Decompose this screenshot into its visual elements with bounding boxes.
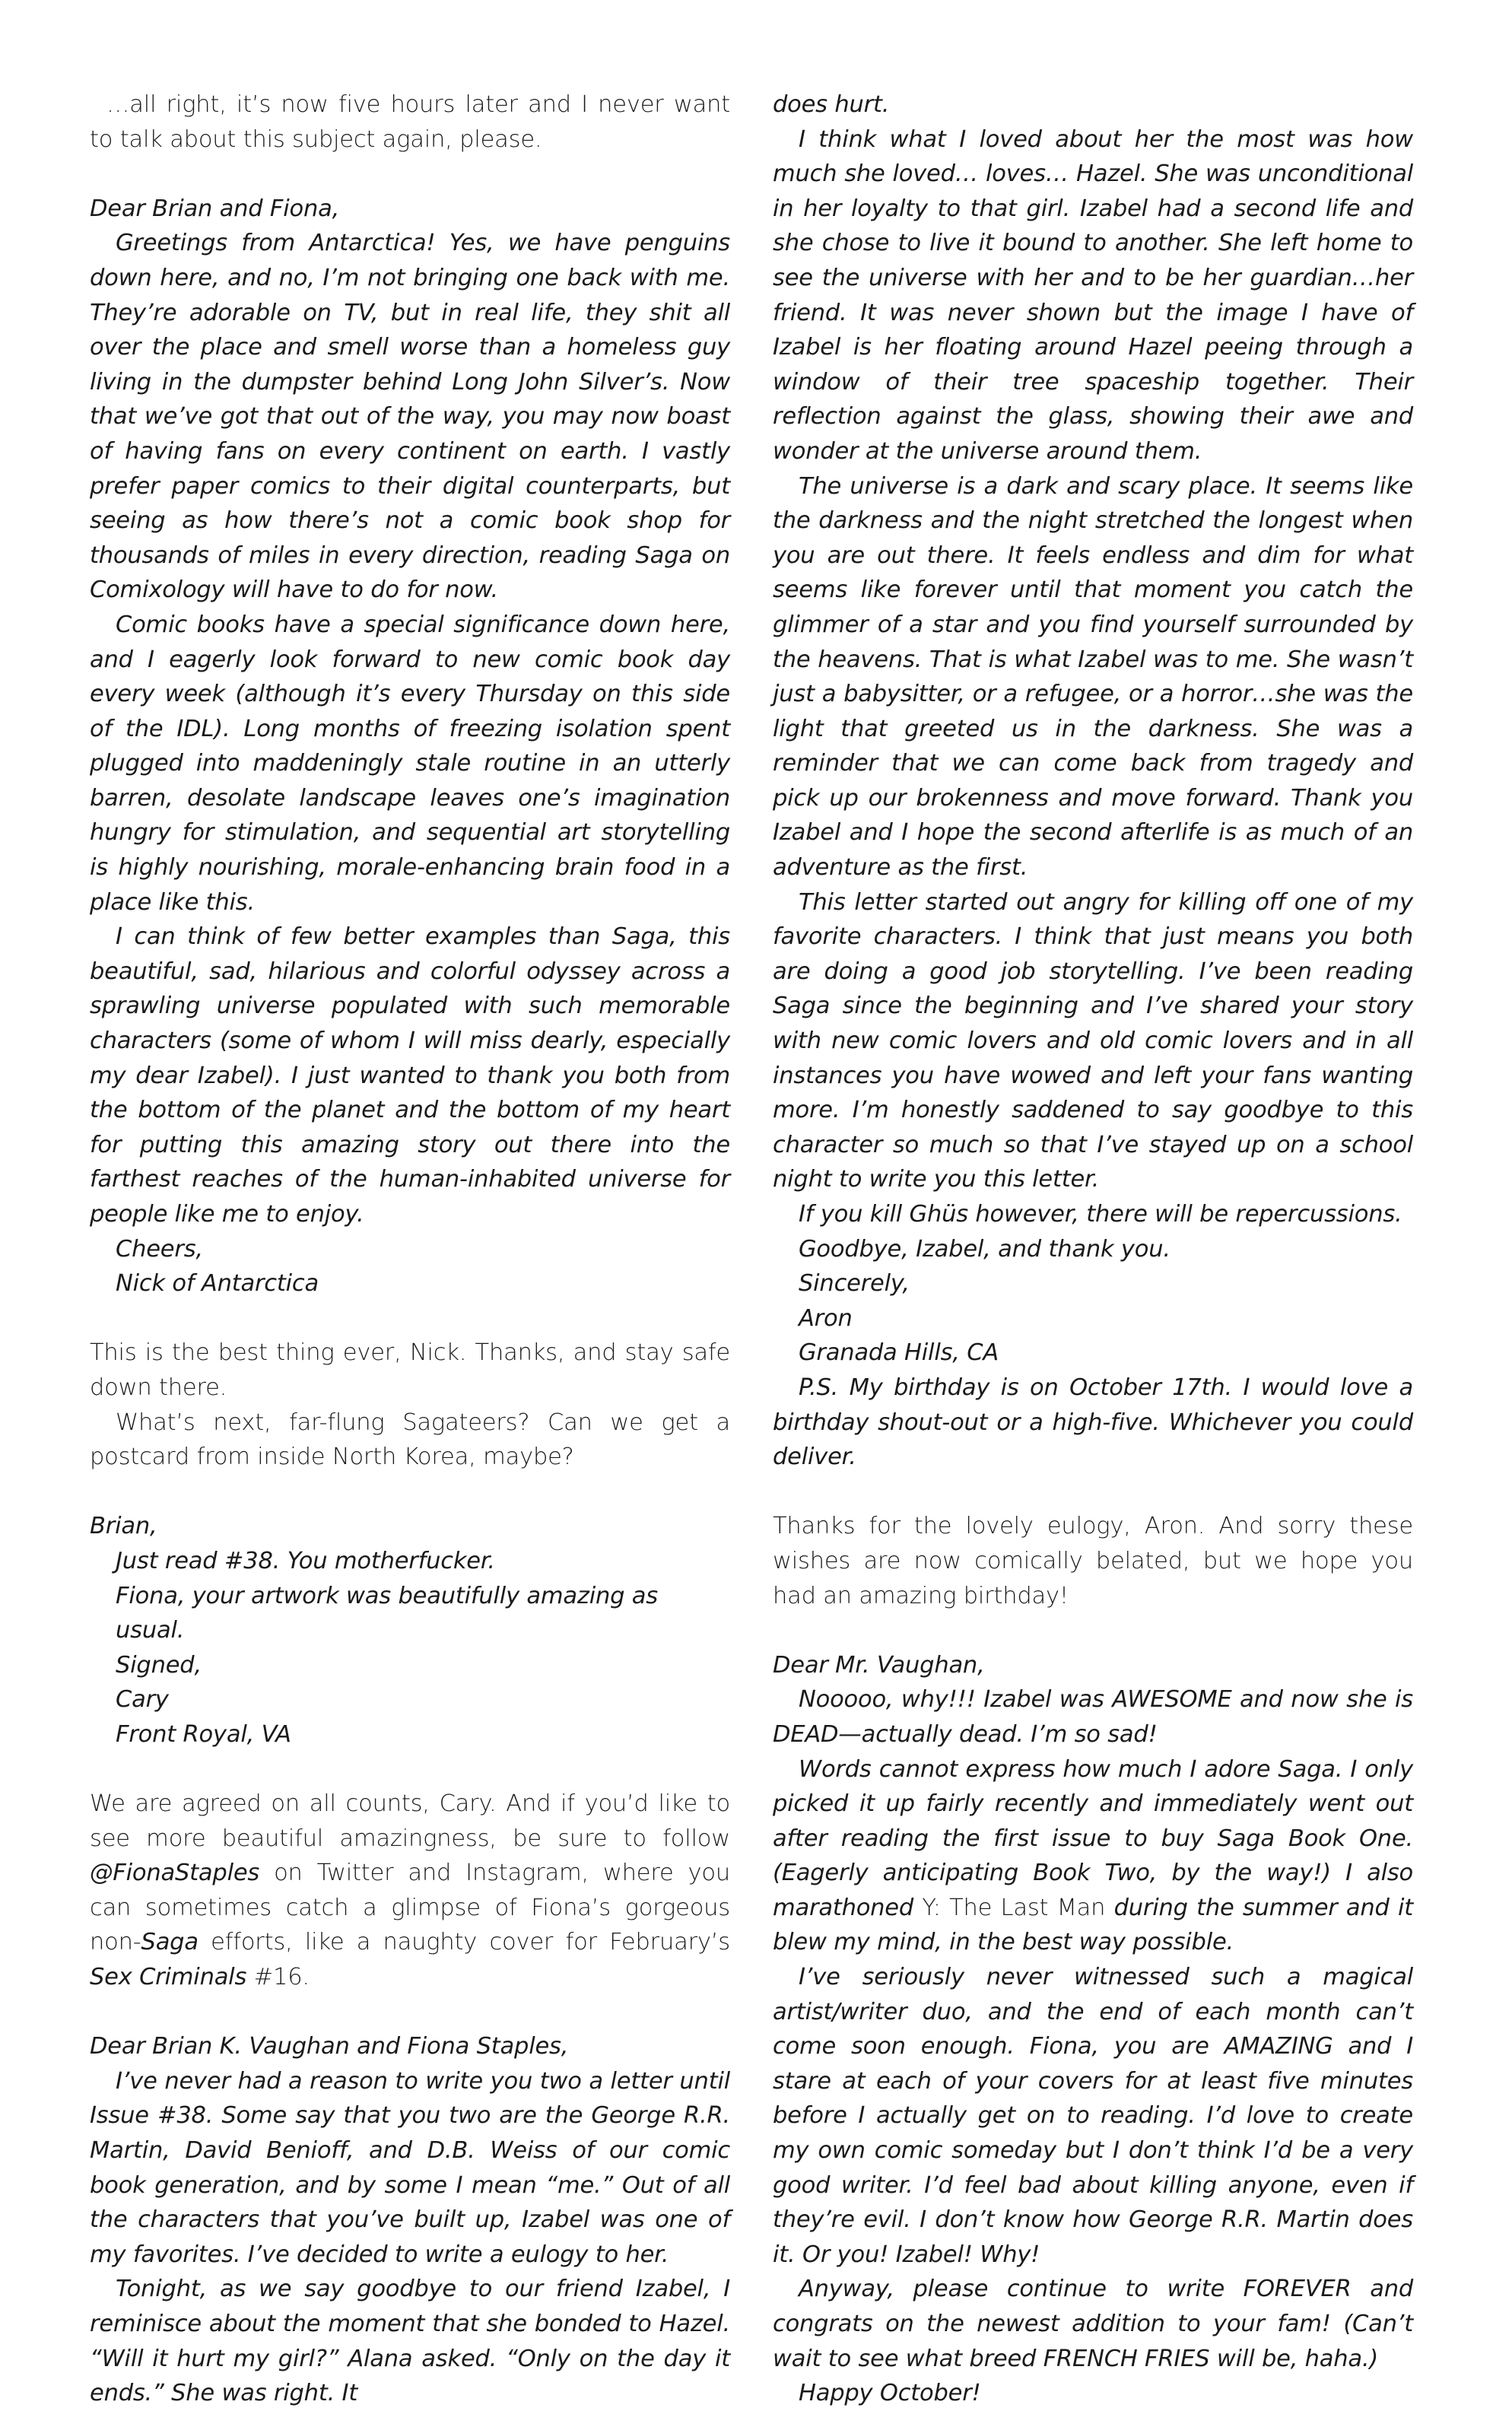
title-y: Y — [922, 1894, 933, 1921]
letter-text: during the summer and it blew my mind, in the best way possible. — [773, 1894, 1414, 1956]
reply-text: efforts, like a naughty cover for February’s — [198, 1929, 730, 1956]
letter-paragraph: I think what I loved about her the most was how much she loved… loves… Hazel. She was unconditional in her loyalty to that girl. Izabel had a second life and she chose to live it bound to another. She left home to see the universe with her and to be her guardian…her friend. It was never shown but the image I have of Izabel is her floating around Hazel peeing through a window of their tree spaceship together. Their reflection against the glass, showing their awe and wonder at the universe around them. — [773, 125, 1413, 465]
letter-salutation: Dear Brian K. Vaughan and Fiona Staples, — [90, 2033, 569, 2060]
title-sex-criminals: Sex Criminals — [90, 1964, 247, 1991]
two-column-layout — [90, 87, 1512, 2411]
letter-signoff: Signed, — [116, 1651, 202, 1679]
editor-intro-text: …all right, it’s now five hours later and I never want to talk about this subject again, please. — [90, 91, 730, 153]
letter-signoff: Sincerely, — [799, 1270, 910, 1298]
letter-signoff: Happy October! — [799, 2380, 981, 2407]
letter-paragraph: I’ve seriously never witnessed such a magical artist/writer duo, and the end of each month can’t come soon enough. Fiona, you are AMAZING and I stare at each of your covers for at least five minutes before I actually get on to reading. I’d love to create my own comic someday but I don’t think I’d be a very good writer. I’d feel bad about killing anyone, even if they’re evil. I don’t know how George R.R. Martin does it. Or you! Izabel! Why! — [773, 1964, 1413, 2268]
social-handle: @FionaStaples — [90, 1860, 260, 1887]
letter-salutation: Brian, — [90, 1513, 157, 1540]
letter-line: Goodbye, Izabel, and thank you. — [799, 1235, 1171, 1263]
letter-signature: Nick of Antarctica — [116, 1270, 319, 1298]
reply-text: on Twitter and Instagram, where you can sometimes catch a glimpse of Fiona’s gorgeous non- — [90, 1860, 730, 1956]
title-saga: Saga — [141, 1929, 199, 1956]
letter-paragraph: Nooooo, why!!! Izabel was AWESOME and now she is DEAD—actually dead. I’m so sad! — [773, 1686, 1413, 1748]
letter-paragraph: I’ve never had a reason to write you two a letter until Issue #38. Some say that you two are the George R.R. Martin, David Benioff, and D.B. Weiss of our comic book generation, and by some I mean “me.” Out of all the characters that you’ve built up, Izabel was one of my favorites. I’ve decided to write a eulogy to her. — [90, 2067, 730, 2268]
letter-line: If you kill Ghüs however, there will be repercussions. — [799, 1201, 1402, 1228]
letter-signoff: Cheers, — [116, 1235, 203, 1263]
letter-paragraph: This letter started out angry for killing off one of my favorite characters. I think that just means you both are doing a good job storytelling. I’ve been reading Saga since the beginning and I’ve shared your story with new comic lovers and old comic lovers and in all instances you have wowed and left your fans wanting more. I’m honestly saddened to say goodbye to this character so much so that I’ve stayed up on a school night to write you this letter. — [773, 888, 1413, 1193]
letter-salutation: Dear Brian and Fiona, — [90, 195, 340, 222]
editor-reply-paragraph — [90, 1787, 730, 1995]
letter-signature: Cary — [116, 1686, 169, 1714]
letter-location: Front Royal, VA — [116, 1720, 291, 1748]
letter-signature: Aron — [799, 1304, 853, 1332]
letter-line: Just read #38. You motherfucker. — [116, 1547, 495, 1574]
letter-paragraph: I can think of few better examples than Saga, this beautiful, sad, hilarious and colorful odyssey across a sprawling universe populated with such memorable characters (some of whom I will miss dearly, especially my dear Izabel). I just wanted to thank you both from the bottom of the planet and the bottom of my heart for putting this amazing story out there into the farthest reaches of the human-inhabited universe for people like me to enjoy. — [90, 923, 730, 1228]
letter-paragraph — [773, 1752, 1413, 1961]
reply-text: We are agreed on all counts, Cary. And if you’d like to see more beautiful amazingness, be sure to follow — [90, 1790, 730, 1852]
letter-paragraph: Greetings from Antarctica! Yes, we have penguins down here, and no, I’m not bringing one back with me. They’re adorable on TV, but in real life, they shit all over the place and smell worse than a homeless guy living in the dumpster behind Long John Silver’s. Now that we’ve got that out of the way, you may now boast of having fans on every continent on earth. I vastly prefer paper comics to their digital counterparts, but seeing as how there’s not a comic book shop for thousands of miles in every direction, reading Saga on Comixology will have to do for now. — [90, 230, 730, 604]
reply-text: #16. — [246, 1964, 310, 1991]
letter-salutation: Dear Mr. Vaughan, — [773, 1651, 985, 1679]
letter-line: Fiona, your artwork was beautifully amazing as usual. — [116, 1582, 658, 1644]
letter-paragraph: Anyway, please continue to write FOREVER and congrats on the newest addition to your fam! (Can’t wait to see what breed FRENCH FRIES will be, haha.) — [773, 2276, 1413, 2372]
editor-reply-paragraph: Thanks for the lovely eulogy, Aron. And sorry these wishes are now comically belated, but we hope you had an amazing birthday! — [773, 1513, 1413, 1609]
right-column — [773, 87, 1413, 2411]
letter-paragraph: The universe is a dark and scary place. It seems like the darkness and the night stretched the longest when you are out there. It feels endless and dim for what seems like forever until that moment you catch the glimmer of a star and you find yourself surrounded by the heavens. That is what Izabel was to me. She wasn’t just a babysitter, or a refugee, or a horror…she was the light that greeted us in the darkness. She was a reminder that we can come back from tragedy and pick up our brokenness and move forward. Thank you Izabel and I hope the second afterlife is as much of an adventure as the first. — [773, 472, 1413, 881]
letter-text: Words cannot express how much I adore Saga. I only picked it up fairly recently and immediately went out after reading the first issue to buy Saga Book One. (Eagerly anticipating Book Two, by the way!) I also marathoned — [773, 1755, 1413, 1921]
editor-reply-paragraph: This is the best thing ever, Nick. Thanks, and stay safe down there. — [90, 1339, 730, 1401]
letter-postscript: P.S. My birthday is on October 17th. I would love a birthday shout-out or a high-five. Whichever you could deliver. — [773, 1374, 1413, 1471]
letter-paragraph: Tonight, as we say goodbye to our friend Izabel, I reminisce about the moment that she bonded to Hazel. “Will it hurt my girl?” Alana asked. “Only on the day it ends.” She was right. It — [90, 2276, 730, 2407]
left-column — [90, 87, 730, 2411]
editor-reply-paragraph: What’s next, far-flung Sagateers? Can we get a postcard from inside North Korea, maybe? — [90, 1409, 730, 1471]
title-the-last-man: : The Last Man — [932, 1894, 1106, 1921]
letter-location: Granada Hills, CA — [799, 1339, 999, 1367]
letter-paragraph-continued: does hurt. — [773, 91, 890, 118]
letter-paragraph: Comic books have a special significance down here, and I eagerly look forward to new comic book day every week (although it’s every Thursday on this side of the IDL). Long months of freezing isolation spent plugged into maddeningly stale routine in an utterly barren, desolate landscape leaves one’s imagination hungry for stimulation, and sequential art storytelling is highly nourishing, morale-enhancing brain food in a place like this. — [90, 611, 730, 916]
